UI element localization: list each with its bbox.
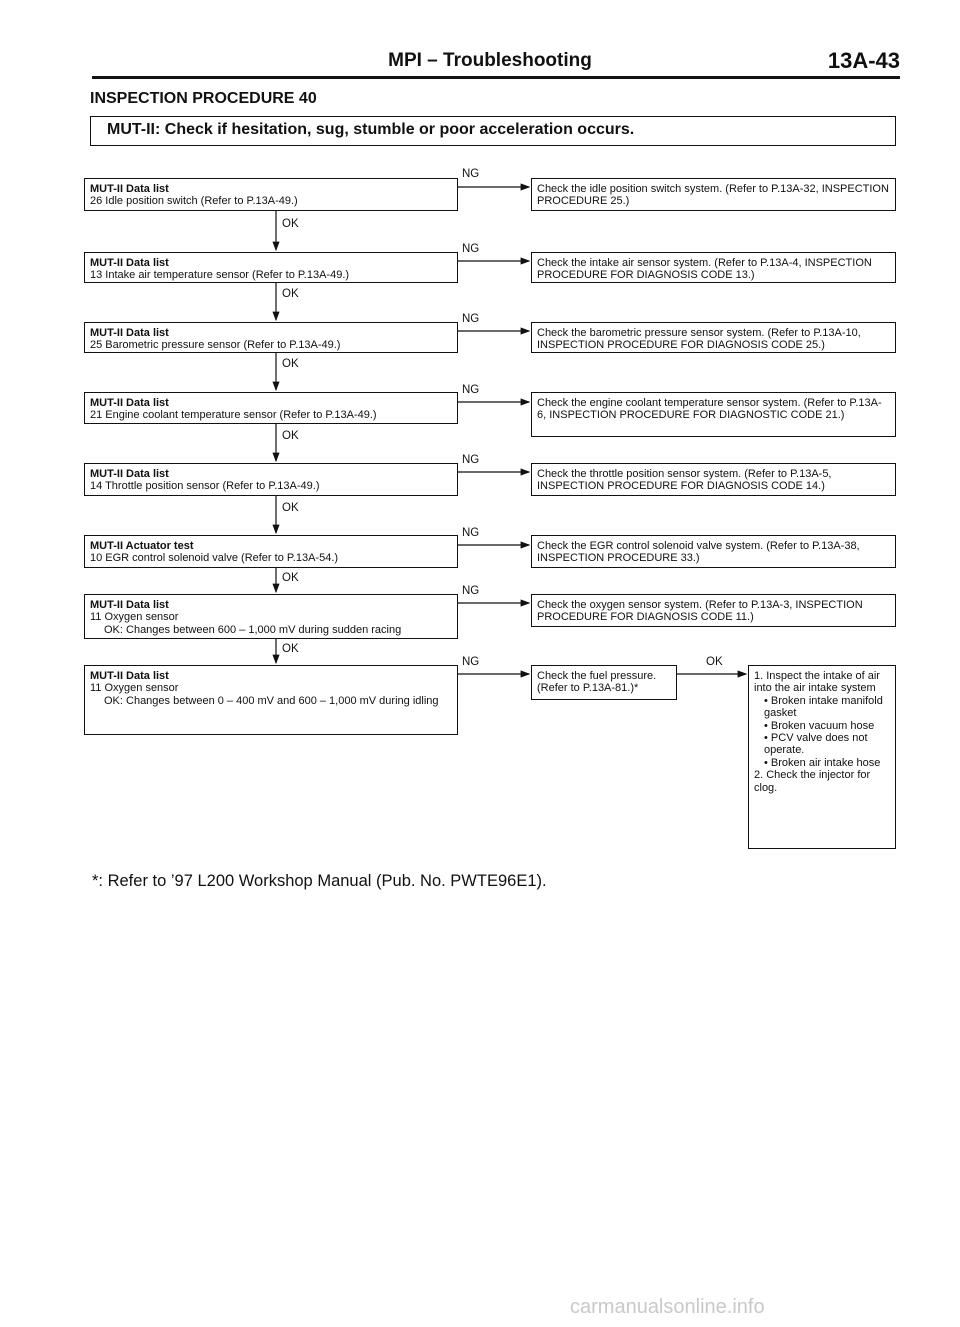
procedure-title: INSPECTION PROCEDURE 40 [90, 90, 317, 107]
ok-label-6: OK [282, 572, 299, 584]
page-number: 13A-43 [827, 48, 900, 73]
step-heading: MUT-II Actuator test [90, 540, 194, 552]
check-step-2 [84, 252, 458, 283]
ng-action-1: Check the idle position switch system. (Refer to P.13A-32, INSPECTION PROCEDURE 25.) [531, 178, 896, 211]
ng-label-7: NG [462, 585, 480, 597]
step-detail: 13 Intake air temperature sensor (Refer to P.13A-49.) [90, 269, 350, 282]
ok-label-4: OK [282, 430, 299, 442]
final-actions-box [748, 665, 896, 849]
ng-action-3: Check the barometric pressure sensor system. (Refer to P.13A-10, INSPECTION PROCEDURE FOR DIAGNOSIS CODE 25.) [531, 322, 896, 353]
ng-action-2: Check the intake air sensor system. (Refer to P.13A-4, INSPECTION PROCEDURE FOR DIAGNOSIS CODE 13.) [531, 252, 896, 283]
footnote: *: Refer to ’97 L200 Workshop Manual (Pub. No. PWTE96E1). [92, 872, 547, 890]
step-detail: 26 Idle position switch (Refer to P.13A-49.) [90, 195, 298, 208]
step-heading: MUT-II Data list [90, 670, 169, 682]
ok-label-3: OK [282, 358, 299, 370]
ng-action-5: Check the throttle position sensor system. (Refer to P.13A-5, INSPECTION PROCEDURE FOR DIAGNOSIS CODE 14.) [531, 463, 896, 496]
final-item-1: 1. Inspect the intake of air into the air intake system [754, 670, 880, 695]
check-step-1 [84, 178, 458, 211]
list-item: • Broken vacuum hose [764, 719, 875, 732]
list-item: • PCV valve does not operate. [764, 732, 868, 757]
ok-label-2: OK [282, 288, 299, 300]
check-step-4 [84, 392, 458, 424]
ng-label-1: NG [462, 168, 480, 180]
step-ok-condition: OK: Changes between 600 – 1,000 mV during sudden racing [104, 623, 402, 636]
symptom-box: MUT-II: Check if hesitation, sug, stumble or poor acceleration occurs. [90, 116, 896, 146]
ok-label-5: OK [282, 502, 299, 514]
ng-label-3: NG [462, 313, 480, 325]
ng-action-fuel-pressure: Check the fuel pressure. (Refer to P.13A-81.)* [531, 665, 677, 700]
step-heading: MUT-II Data list [90, 327, 169, 339]
ng-action-4: Check the engine coolant temperature sensor system. (Refer to P.13A-6, INSPECTION PROCEDURE FOR DIAGNOSTIC CODE 21.) [531, 392, 896, 437]
ng-label-6: NG [462, 527, 480, 539]
ng-label-8: NG [462, 656, 480, 668]
ng-label-2: NG [462, 243, 480, 255]
step-heading: MUT-II Data list [90, 599, 169, 611]
check-step-8 [84, 665, 458, 735]
step-ok-condition: OK: Changes between 0 – 400 mV and 600 – 1,000 mV during idling [104, 694, 439, 707]
step-detail: 14 Throttle position sensor (Refer to P.13A-49.) [90, 480, 320, 493]
ng-action-7: Check the oxygen sensor system. (Refer to P.13A-3, INSPECTION PROCEDURE FOR DIAGNOSIS CODE 11.) [531, 594, 896, 627]
step-detail: 25 Barometric pressure sensor (Refer to P.13A-49.) [90, 339, 341, 352]
step-heading: MUT-II Data list [90, 397, 169, 409]
section-title: MPI – Troubleshooting [388, 50, 592, 71]
ok-label-1: OK [282, 218, 299, 230]
check-step-6 [84, 535, 458, 568]
ok-label-7: OK [282, 643, 299, 655]
list-item: • Broken intake manifold gasket [764, 694, 883, 720]
final-item-2: 2. Check the injector for clog. [754, 769, 871, 794]
ng-label-5: NG [462, 454, 480, 466]
check-step-3 [84, 322, 458, 353]
final-bullet-list [754, 695, 890, 769]
watermark: carmanualsonline.info [570, 1296, 765, 1318]
step-heading: MUT-II Data list [90, 183, 169, 195]
ng-action-6: Check the EGR control solenoid valve system. (Refer to P.13A-38, INSPECTION PROCEDURE 33.) [531, 535, 896, 568]
step-detail: 21 Engine coolant temperature sensor (Refer to P.13A-49.) [90, 409, 377, 422]
step-heading: MUT-II Data list [90, 257, 169, 269]
list-item: • Broken air intake hose [764, 756, 881, 769]
step-detail: 11 Oxygen sensor [90, 611, 179, 624]
check-step-5 [84, 463, 458, 496]
step-heading: MUT-II Data list [90, 468, 169, 480]
ok-label-fuel: OK [706, 656, 723, 668]
step-detail: 11 Oxygen sensor [90, 682, 179, 695]
check-step-7 [84, 594, 458, 639]
step-detail: 10 EGR control solenoid valve (Refer to P.13A-54.) [90, 552, 339, 565]
ng-label-4: NG [462, 384, 480, 396]
